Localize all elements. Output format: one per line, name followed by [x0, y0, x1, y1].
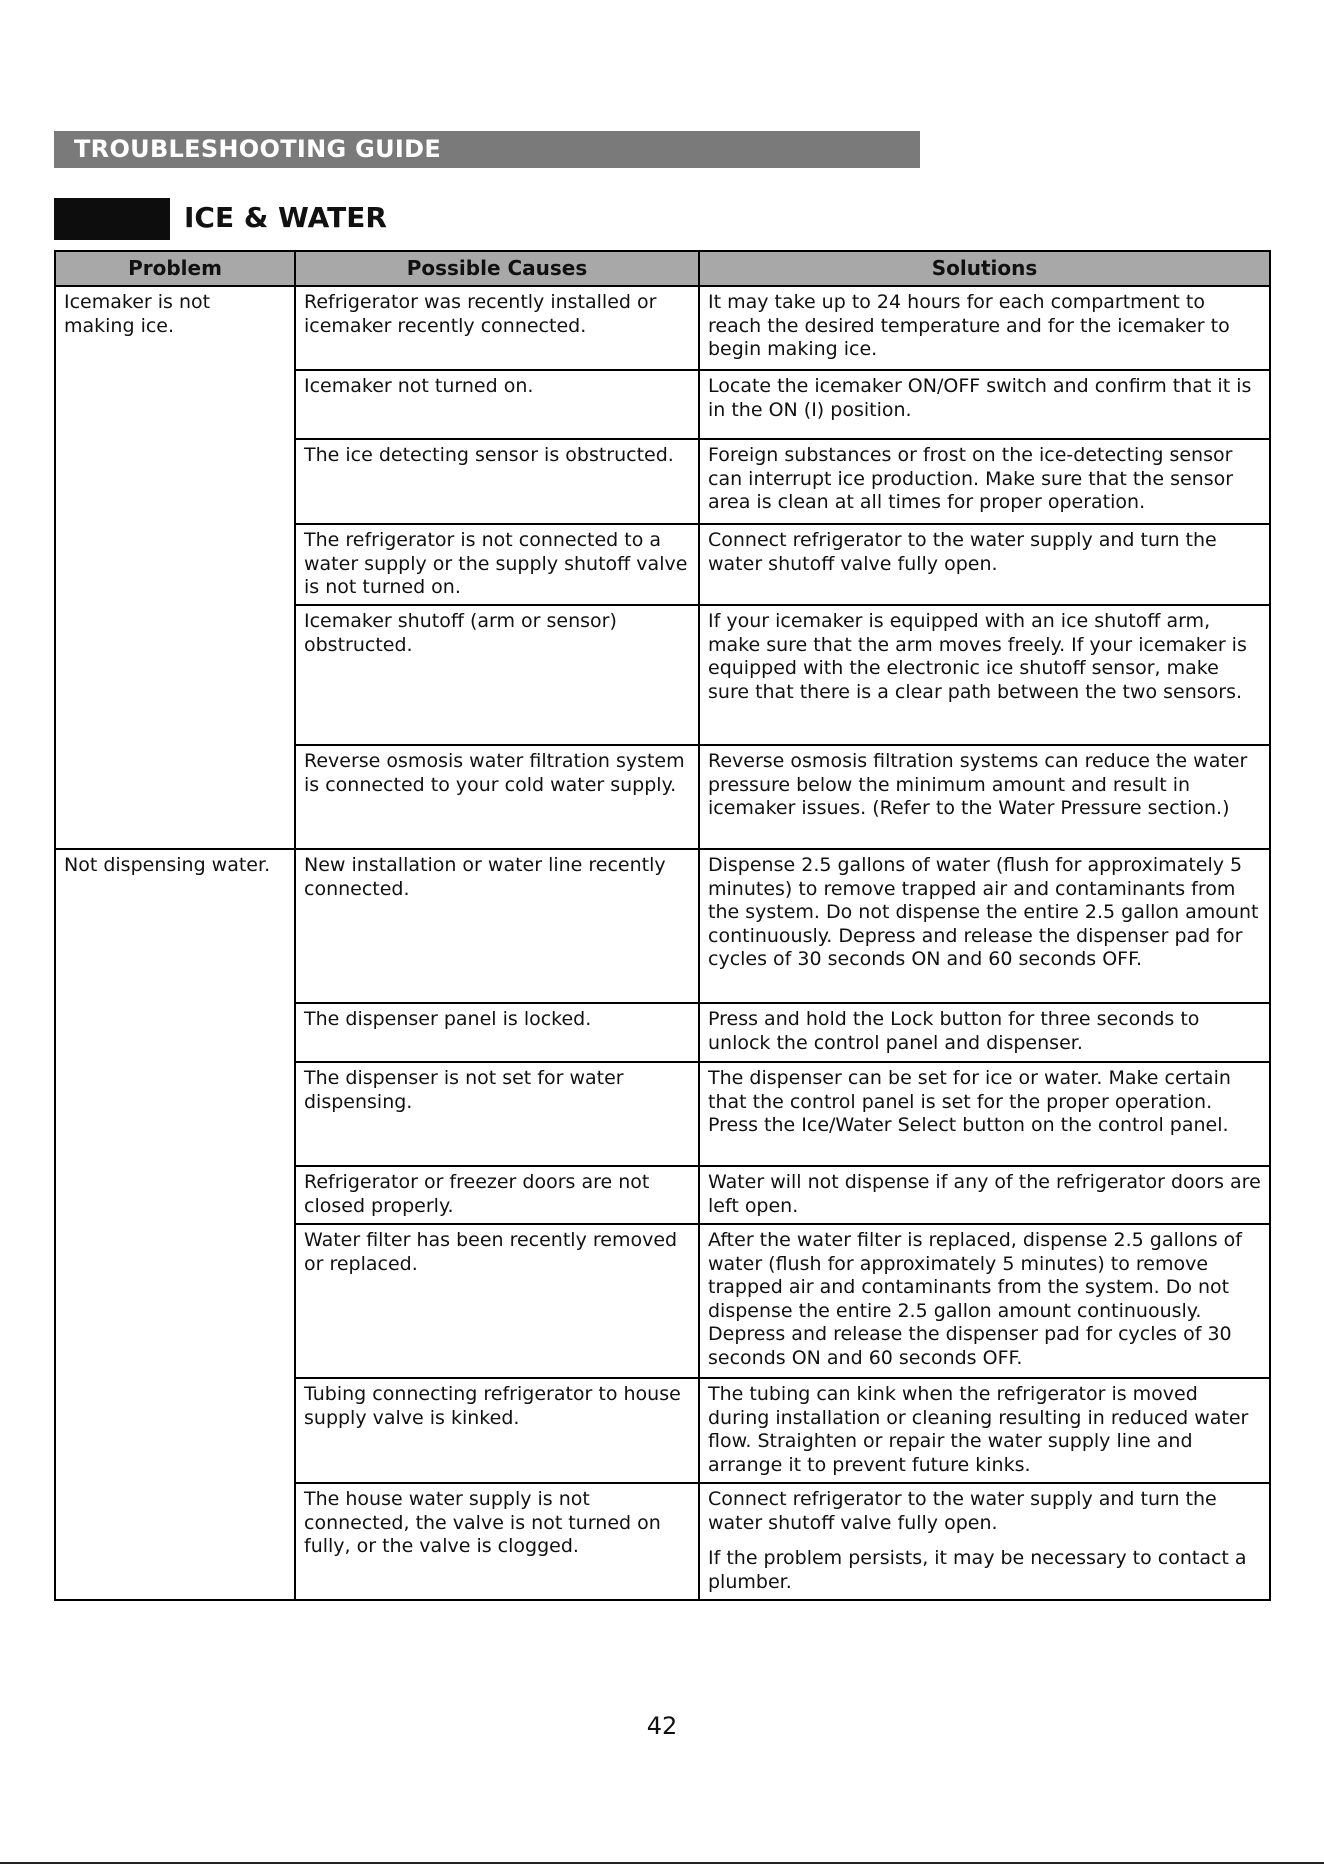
header-possible-causes: Possible Causes	[295, 251, 699, 286]
cause-cell: Refrigerator or freezer doors are not closed properly.	[295, 1166, 699, 1224]
solution-cell: The tubing can kink when the refrigerator is moved during installation or cleaning resulting in reduced water flow. Straighten or repair the water supply line and arrange it to prevent future kinks.	[699, 1378, 1270, 1483]
cause-cell: The dispenser panel is locked.	[295, 1003, 699, 1062]
solution-cell: It may take up to 24 hours for each compartment to reach the desired temperature and for the icemaker to begin making ice.	[699, 286, 1270, 370]
table-row	[55, 286, 1270, 370]
cause-cell: The dispenser is not set for water dispensing.	[295, 1062, 699, 1166]
solution-cell: Connect refrigerator to the water supply and turn the water shutoff valve fully open.	[699, 524, 1270, 605]
cause-cell: The ice detecting sensor is obstructed.	[295, 439, 699, 524]
cause-cell: Refrigerator was recently installed or icemaker recently connected.	[295, 286, 699, 370]
solution-text: Connect refrigerator to the water supply and turn the water shutoff valve fully open.	[708, 1488, 1217, 1534]
solution-cell: Locate the icemaker ON/OFF switch and confirm that it is in the ON (I) position.	[699, 370, 1270, 439]
section-marker-block	[54, 198, 170, 240]
cause-cell: Water filter has been recently removed or replaced.	[295, 1224, 699, 1378]
cause-cell: New installation or water line recently connected.	[295, 849, 699, 1003]
page-number: 42	[646, 1712, 678, 1740]
bottom-rule	[0, 1862, 1324, 1864]
table-row	[55, 849, 1270, 1003]
guide-banner: TROUBLESHOOTING GUIDE	[54, 131, 920, 168]
solution-cell: After the water filter is replaced, dispense 2.5 gallons of water (flush for approximately 5 minutes) to remove trapped air and contaminants from the system. Do not dispense the entire 2.5 gallon amount continuously. Depress and release the dispenser pad for cycles of 30 seconds ON and 60 seconds OFF.	[699, 1224, 1270, 1378]
solution-cell: Water will not dispense if any of the refrigerator doors are left open.	[699, 1166, 1270, 1224]
cause-cell: Icemaker shutoff (arm or sensor) obstructed.	[295, 605, 699, 745]
solution-cell: The dispenser can be set for ice or water. Make certain that the control panel is set for the proper operation. Press the Ice/Water Select button on the control panel.	[699, 1062, 1270, 1166]
solution-cell: If your icemaker is equipped with an ice shutoff arm, make sure that the arm moves freely. If your icemaker is equipped with the electronic ice shutoff sensor, make sure that there is a clear path between the two sensors.	[699, 605, 1270, 745]
cause-cell: The house water supply is not connected, the valve is not turned on fully, or the valve is clogged.	[295, 1483, 699, 1600]
header-solutions: Solutions	[699, 251, 1270, 286]
solution-cell	[699, 1483, 1270, 1600]
cause-cell: Reverse osmosis water filtration system is connected to your cold water supply.	[295, 745, 699, 849]
problem-icemaker-not-making-ice: Icemaker is not making ice.	[55, 286, 295, 849]
cause-cell: Tubing connecting refrigerator to house supply valve is kinked.	[295, 1378, 699, 1483]
cause-cell: Icemaker not turned on.	[295, 370, 699, 439]
solution-cell: Dispense 2.5 gallons of water (flush for approximately 5 minutes) to remove trapped air and contaminants from the system. Do not dispense the entire 2.5 gallon amount continuously. Depress and release the dispenser pad for cycles of 30 seconds ON and 60 seconds OFF.	[699, 849, 1270, 1003]
problem-not-dispensing-water: Not dispensing water.	[55, 849, 295, 1600]
cause-cell: The refrigerator is not connected to a water supply or the supply shutoff valve is not turned on.	[295, 524, 699, 605]
solution-cell: Foreign substances or frost on the ice-detecting sensor can interrupt ice production. Make sure that the sensor area is clean at all times for proper operation.	[699, 439, 1270, 524]
troubleshooting-table	[54, 250, 1271, 1601]
section-title: ICE & WATER	[184, 201, 387, 234]
solution-cell: Reverse osmosis filtration systems can reduce the water pressure below the minimum amount and result in icemaker issues. (Refer to the Water Pressure section.)	[699, 745, 1270, 849]
table-header-row	[55, 251, 1270, 286]
solution-extra-text: If the problem persists, it may be necessary to contact a plumber.	[708, 1547, 1247, 1593]
solution-cell: Press and hold the Lock button for three seconds to unlock the control panel and dispenser.	[699, 1003, 1270, 1062]
header-problem: Problem	[55, 251, 295, 286]
